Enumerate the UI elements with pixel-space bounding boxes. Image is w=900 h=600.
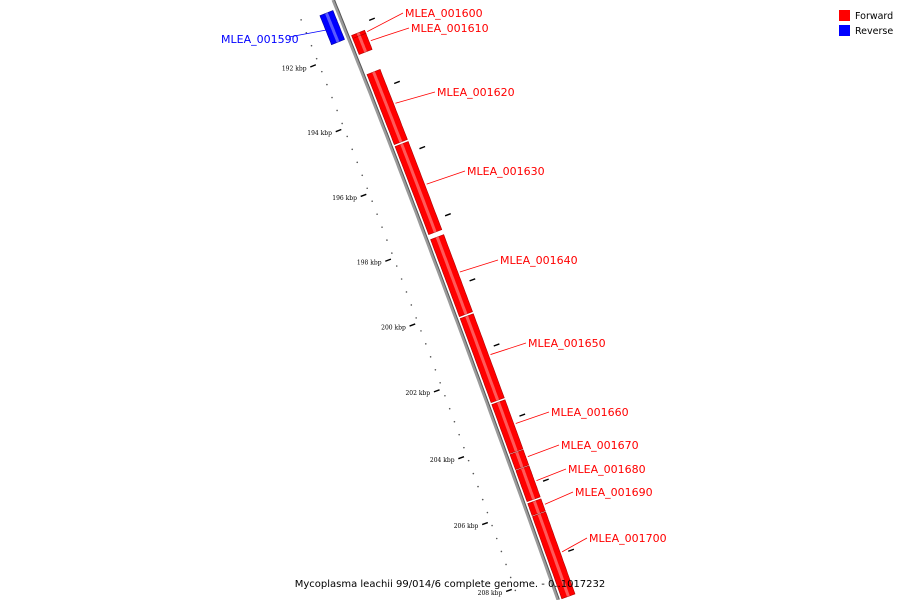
minor-tick [468, 460, 470, 462]
minor-tick [366, 187, 368, 189]
minor-tick [430, 356, 432, 358]
minor-tick [463, 447, 465, 449]
tick-label: 192 kbp [281, 65, 307, 73]
strand-tick [445, 214, 451, 216]
major-tick [434, 390, 440, 392]
legend-swatch-forward [839, 10, 850, 21]
label-leader [528, 445, 559, 457]
major-tick [361, 194, 367, 196]
tick-label: 202 kbp [405, 390, 431, 398]
minor-tick [331, 97, 333, 99]
gene-label-mlea_001590[interactable]: MLEA_001590 [221, 33, 299, 46]
label-leader [545, 492, 573, 504]
strand-tick [568, 549, 574, 551]
gene-label-mlea_001650[interactable]: MLEA_001650 [528, 337, 606, 350]
minor-tick [482, 499, 484, 501]
strand-tick [519, 414, 525, 416]
genome-caption: Mycoplasma leachii 99/014/6 complete genome. - 0..1017232 [294, 579, 606, 590]
minor-tick [449, 408, 451, 410]
gene-label-mlea_001700[interactable]: MLEA_001700 [589, 532, 667, 545]
minor-tick [458, 434, 460, 436]
gene-label-mlea_001630[interactable]: MLEA_001630 [467, 165, 545, 178]
minor-tick [411, 304, 413, 306]
minor-tick [439, 382, 441, 384]
strand-tick [470, 279, 476, 281]
minor-tick [351, 149, 353, 151]
tick-label: 194 kbp [307, 130, 332, 138]
minor-tick [326, 84, 328, 86]
minor-tick [361, 174, 363, 176]
minor-tick [444, 395, 446, 397]
minor-tick [505, 564, 507, 566]
minor-tick [336, 110, 338, 112]
minor-tick [501, 551, 503, 553]
major-tick [385, 259, 391, 261]
strand-tick [369, 18, 375, 20]
legend-swatch-reverse [839, 25, 850, 36]
label-leader [460, 260, 498, 272]
major-tick [458, 457, 464, 459]
tick-label: 206 kbp [453, 522, 479, 530]
minor-tick [477, 486, 479, 488]
minor-tick [376, 213, 378, 215]
minor-tick [321, 71, 323, 73]
minor-tick [401, 278, 403, 280]
minor-tick [473, 473, 475, 475]
legend [839, 10, 893, 37]
major-tick [310, 65, 316, 67]
minor-tick [454, 421, 456, 423]
tick-label: 196 kbp [332, 194, 357, 202]
strand-tick [494, 344, 500, 346]
minor-tick [371, 200, 373, 202]
major-tick [336, 130, 342, 132]
minor-tick [346, 136, 348, 138]
strand-tick [543, 479, 549, 481]
major-tick [482, 523, 488, 525]
gene-label-mlea_001680[interactable]: MLEA_001680 [568, 463, 646, 476]
label-leader [371, 28, 409, 41]
label-leader [367, 13, 403, 32]
ticks-layer [282, 18, 574, 600]
gene-label-mlea_001610[interactable]: MLEA_001610 [411, 22, 489, 35]
gene-label-mlea_001640[interactable]: MLEA_001640 [500, 254, 578, 267]
minor-tick [386, 239, 388, 241]
minor-tick [496, 538, 498, 540]
minor-tick [381, 226, 383, 228]
tick-label: 200 kbp [381, 324, 406, 332]
legend-label-reverse: Reverse [855, 26, 894, 37]
strand-tick [394, 81, 400, 83]
gene-label-mlea_001660[interactable]: MLEA_001660 [551, 406, 629, 419]
gene-feature-mlea_001670[interactable] [510, 450, 529, 470]
minor-tick [420, 330, 422, 332]
minor-tick [435, 369, 437, 371]
label-leader [395, 92, 435, 103]
minor-tick [491, 525, 493, 527]
label-leader [516, 412, 549, 423]
minor-tick [391, 252, 393, 254]
minor-tick [415, 317, 417, 319]
minor-tick [356, 162, 358, 164]
label-leader [562, 538, 587, 552]
tick-label: 208 kbp [477, 589, 503, 597]
gene-label-mlea_001690[interactable]: MLEA_001690 [575, 486, 653, 499]
tick-label: 198 kbp [356, 259, 382, 267]
gene-label-mlea_001600[interactable]: MLEA_001600 [405, 7, 483, 20]
minor-tick [425, 343, 427, 345]
labels-layer [221, 7, 667, 552]
minor-tick [510, 577, 512, 579]
label-leader [536, 469, 566, 481]
tick-label: 204 kbp [429, 457, 455, 465]
legend-label-forward: Forward [855, 11, 894, 22]
major-tick [410, 324, 416, 326]
minor-tick [341, 123, 343, 125]
gene-label-mlea_001620[interactable]: MLEA_001620 [437, 86, 515, 99]
gene-label-mlea_001670[interactable]: MLEA_001670 [561, 439, 639, 452]
minor-tick [487, 512, 489, 514]
minor-tick [316, 58, 318, 60]
minor-tick [406, 291, 408, 293]
label-leader [427, 171, 465, 184]
strand-tick [419, 147, 425, 149]
minor-tick [311, 45, 313, 47]
minor-tick [396, 265, 398, 267]
minor-tick [300, 19, 302, 21]
